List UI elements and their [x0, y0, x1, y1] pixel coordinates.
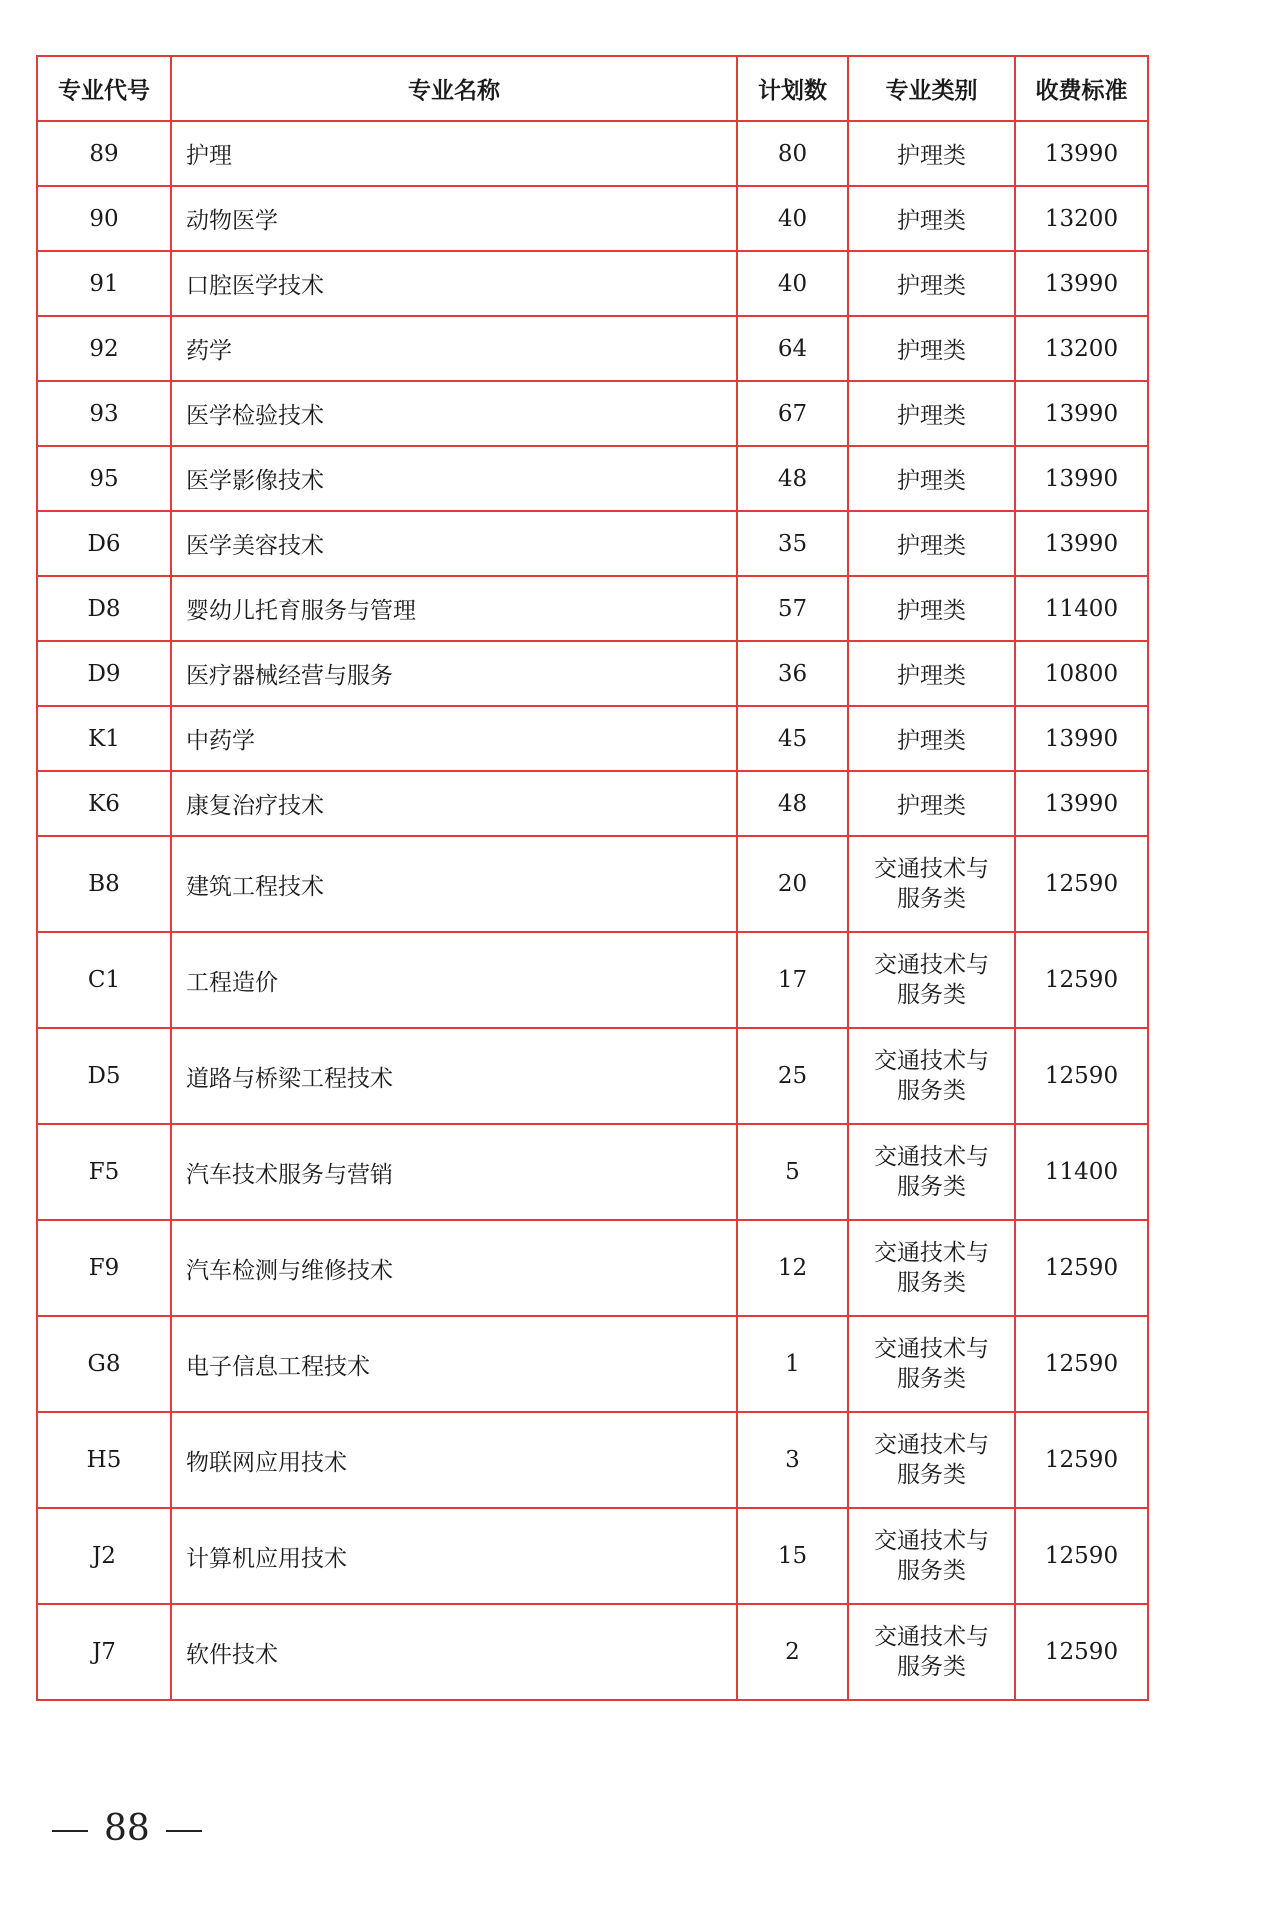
cell-code: K1 — [37, 706, 171, 771]
cell-code: D8 — [37, 576, 171, 641]
cell-name: 计算机应用技术 — [171, 1508, 737, 1604]
cell-code: 95 — [37, 446, 171, 511]
cell-fee: 12590 — [1015, 932, 1148, 1028]
cell-category-line1: 交通技术与 — [874, 1336, 989, 1362]
cell-code: F5 — [37, 1124, 171, 1220]
cell-plan: 2 — [737, 1604, 848, 1700]
cell-category: 护理类 — [848, 511, 1015, 576]
header-plan: 计划数 — [737, 56, 848, 121]
cell-category-line1: 交通技术与 — [874, 1432, 989, 1458]
cell-name: 中药学 — [171, 706, 737, 771]
table-row — [37, 1604, 1148, 1700]
header-row — [37, 56, 1148, 121]
cell-fee: 12590 — [1015, 836, 1148, 932]
cell-code: B8 — [37, 836, 171, 932]
cell-name: 软件技术 — [171, 1604, 737, 1700]
header-fee: 收费标准 — [1015, 56, 1148, 121]
cell-category: 护理类 — [848, 121, 1015, 186]
cell-category: 护理类 — [848, 641, 1015, 706]
cell-name: 电子信息工程技术 — [171, 1316, 737, 1412]
cell-plan: 35 — [737, 511, 848, 576]
table-row — [37, 1508, 1148, 1604]
cell-code: D6 — [37, 511, 171, 576]
cell-category-line2: 服务类 — [897, 886, 966, 912]
cell-fee: 12590 — [1015, 1220, 1148, 1316]
cell-category-line2: 服务类 — [897, 1270, 966, 1296]
cell-category: 护理类 — [848, 771, 1015, 836]
cell-category-line1: 交通技术与 — [874, 856, 989, 882]
cell-category-line1: 交通技术与 — [874, 1048, 989, 1074]
cell-category: 护理类 — [848, 706, 1015, 771]
cell-code: 93 — [37, 381, 171, 446]
cell-code: 89 — [37, 121, 171, 186]
cell-category: 护理类 — [848, 186, 1015, 251]
cell-fee: 11400 — [1015, 576, 1148, 641]
cell-name: 汽车检测与维修技术 — [171, 1220, 737, 1316]
cell-fee: 13990 — [1015, 251, 1148, 316]
enrollment-table — [36, 55, 1149, 1701]
cell-category — [848, 1412, 1015, 1508]
table-row — [37, 381, 1148, 446]
cell-fee: 13990 — [1015, 446, 1148, 511]
cell-category — [848, 1316, 1015, 1412]
cell-name: 物联网应用技术 — [171, 1412, 737, 1508]
header-name: 专业名称 — [171, 56, 737, 121]
cell-name: 工程造价 — [171, 932, 737, 1028]
table-row — [37, 251, 1148, 316]
cell-category-line2: 服务类 — [897, 1558, 966, 1584]
cell-name: 医学检验技术 — [171, 381, 737, 446]
cell-name: 道路与桥梁工程技术 — [171, 1028, 737, 1124]
cell-plan: 40 — [737, 251, 848, 316]
cell-plan: 17 — [737, 932, 848, 1028]
cell-fee: 13200 — [1015, 186, 1148, 251]
cell-code: 91 — [37, 251, 171, 316]
page-footer — [52, 1808, 218, 1849]
cell-plan: 25 — [737, 1028, 848, 1124]
cell-category: 护理类 — [848, 576, 1015, 641]
cell-plan: 15 — [737, 1508, 848, 1604]
cell-category-line1: 交通技术与 — [874, 952, 989, 978]
cell-fee: 13990 — [1015, 121, 1148, 186]
cell-category-line2: 服务类 — [897, 1654, 966, 1680]
cell-code: 92 — [37, 316, 171, 381]
cell-fee: 13990 — [1015, 771, 1148, 836]
cell-category-line2: 服务类 — [897, 1366, 966, 1392]
cell-plan: 1 — [737, 1316, 848, 1412]
cell-category — [848, 1508, 1015, 1604]
cell-fee: 13990 — [1015, 381, 1148, 446]
cell-code: D9 — [37, 641, 171, 706]
table-row — [37, 186, 1148, 251]
table-row — [37, 771, 1148, 836]
table-row — [37, 446, 1148, 511]
cell-plan: 12 — [737, 1220, 848, 1316]
cell-code: G8 — [37, 1316, 171, 1412]
cell-fee: 12590 — [1015, 1316, 1148, 1412]
table-row — [37, 932, 1148, 1028]
cell-name: 动物医学 — [171, 186, 737, 251]
cell-code: F9 — [37, 1220, 171, 1316]
cell-fee: 10800 — [1015, 641, 1148, 706]
cell-name: 医疗器械经营与服务 — [171, 641, 737, 706]
cell-plan: 48 — [737, 771, 848, 836]
cell-fee: 13990 — [1015, 511, 1148, 576]
cell-fee: 12590 — [1015, 1508, 1148, 1604]
cell-plan: 36 — [737, 641, 848, 706]
cell-category: 护理类 — [848, 251, 1015, 316]
cell-name: 婴幼儿托育服务与管理 — [171, 576, 737, 641]
cell-category: 护理类 — [848, 446, 1015, 511]
table-row — [37, 1124, 1148, 1220]
table-row — [37, 836, 1148, 932]
cell-plan: 5 — [737, 1124, 848, 1220]
cell-category-line2: 服务类 — [897, 1174, 966, 1200]
cell-plan: 40 — [737, 186, 848, 251]
cell-name: 汽车技术服务与营销 — [171, 1124, 737, 1220]
table-row — [37, 1220, 1148, 1316]
table-row — [37, 316, 1148, 381]
cell-category-line2: 服务类 — [897, 1462, 966, 1488]
table-row — [37, 1028, 1148, 1124]
table-row — [37, 511, 1148, 576]
cell-category — [848, 1124, 1015, 1220]
cell-plan: 20 — [737, 836, 848, 932]
cell-fee: 13990 — [1015, 706, 1148, 771]
cell-category — [848, 1028, 1015, 1124]
cell-plan: 57 — [737, 576, 848, 641]
cell-category — [848, 1220, 1015, 1316]
cell-code: D5 — [37, 1028, 171, 1124]
header-code: 专业代号 — [37, 56, 171, 121]
cell-category-line1: 交通技术与 — [874, 1624, 989, 1650]
cell-category: 护理类 — [848, 381, 1015, 446]
cell-fee: 12590 — [1015, 1028, 1148, 1124]
cell-fee: 12590 — [1015, 1412, 1148, 1508]
cell-code: K6 — [37, 771, 171, 836]
cell-code: H5 — [37, 1412, 171, 1508]
cell-name: 药学 — [171, 316, 737, 381]
cell-code: 90 — [37, 186, 171, 251]
cell-category: 护理类 — [848, 316, 1015, 381]
cell-name: 建筑工程技术 — [171, 836, 737, 932]
cell-fee: 11400 — [1015, 1124, 1148, 1220]
header-category: 专业类别 — [848, 56, 1015, 121]
cell-category-line2: 服务类 — [897, 1078, 966, 1104]
cell-code: C1 — [37, 932, 171, 1028]
footer-dash-left — [52, 1830, 88, 1832]
table-row — [37, 1316, 1148, 1412]
cell-fee: 13200 — [1015, 316, 1148, 381]
cell-plan: 48 — [737, 446, 848, 511]
cell-plan: 45 — [737, 706, 848, 771]
cell-category — [848, 932, 1015, 1028]
cell-name: 康复治疗技术 — [171, 771, 737, 836]
footer-dash-right — [166, 1830, 202, 1832]
cell-name: 口腔医学技术 — [171, 251, 737, 316]
table-row — [37, 121, 1148, 186]
cell-code: J7 — [37, 1604, 171, 1700]
cell-plan: 3 — [737, 1412, 848, 1508]
cell-plan: 80 — [737, 121, 848, 186]
cell-name: 医学影像技术 — [171, 446, 737, 511]
table-row — [37, 641, 1148, 706]
cell-category-line2: 服务类 — [897, 982, 966, 1008]
cell-category-line1: 交通技术与 — [874, 1144, 989, 1170]
cell-category — [848, 836, 1015, 932]
cell-name: 医学美容技术 — [171, 511, 737, 576]
cell-name: 护理 — [171, 121, 737, 186]
cell-category-line1: 交通技术与 — [874, 1240, 989, 1266]
cell-category — [848, 1604, 1015, 1700]
page-number: 88 — [104, 1808, 150, 1849]
cell-fee: 12590 — [1015, 1604, 1148, 1700]
cell-plan: 67 — [737, 381, 848, 446]
cell-category-line1: 交通技术与 — [874, 1528, 989, 1554]
table-row — [37, 706, 1148, 771]
cell-plan: 64 — [737, 316, 848, 381]
table-row — [37, 576, 1148, 641]
table-row — [37, 1412, 1148, 1508]
cell-code: J2 — [37, 1508, 171, 1604]
